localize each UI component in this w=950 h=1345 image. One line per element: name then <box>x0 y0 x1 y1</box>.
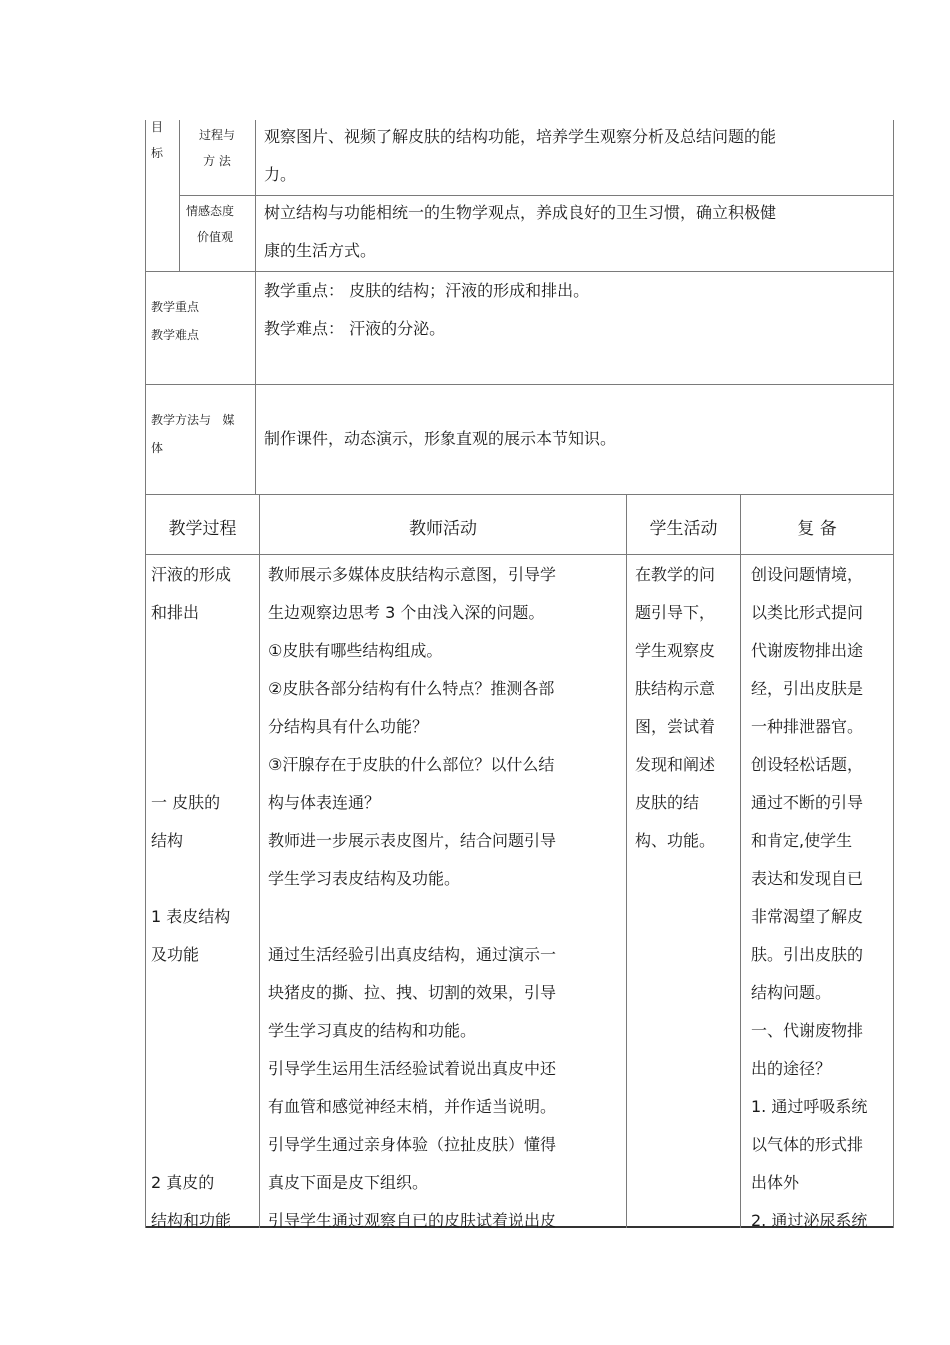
review-line: 以类比形式提问 <box>751 603 864 622</box>
teacher-activity-line: 有血管和感觉神经末梢，并作适当说明。 <box>268 1097 557 1116</box>
emotion-values-label-line-2: 价值观 <box>196 230 233 244</box>
process-line <box>151 860 231 898</box>
objectives-inner-divider <box>179 120 180 272</box>
process-method-text-line-2: 力。 <box>264 165 297 184</box>
process-line <box>151 746 231 784</box>
process-line <box>151 1012 231 1050</box>
student-activity-line: 在教学的问 <box>635 565 716 584</box>
process-table-left-border <box>145 494 146 1228</box>
key-points-label <box>151 293 199 349</box>
process-line <box>151 1050 231 1088</box>
methods-label-line-2: 体 <box>151 441 164 455</box>
process-line: 和排出 <box>151 603 200 622</box>
difficult-point-line: 教学难点： 汗液的分泌。 <box>264 319 446 338</box>
teacher-activity-line: 引导学生通过观察自已的皮肤试着说出皮 <box>268 1211 557 1230</box>
teacher-activity-line: 通过生活经验引出真皮结构，通过演示一 <box>268 945 557 964</box>
teacher-activity-line: 真皮下面是皮下组织。 <box>268 1173 429 1192</box>
upper-table-right-border <box>893 120 894 495</box>
student-activity-line: 图，尝试着 <box>635 717 716 736</box>
teacher-activity-line: 教师展示多媒体皮肤结构示意图，引导学 <box>268 565 557 584</box>
process-table-right-border <box>893 494 894 1228</box>
key-points-text <box>264 272 589 348</box>
key-points-label-line-1: 教学重点 <box>151 300 200 314</box>
methods-label-line-1: 教学方法与 媒 <box>151 413 235 427</box>
teacher-activity-line: 教师进一步展示表皮图片，结合问题引导 <box>268 831 557 850</box>
teacher-activity-line: ①皮肤有哪些结构组成。 <box>268 641 443 660</box>
process-line: 一 皮肤的 <box>151 793 221 812</box>
process-method-label-line-2: 方 法 <box>203 154 231 168</box>
label-column-divider <box>255 120 256 495</box>
process-method-text <box>264 118 776 194</box>
review-line: 和肯定,使学生 <box>751 831 853 850</box>
header-student-activity: 学生活动 <box>649 519 718 539</box>
row-divider-keypoints-methods <box>145 384 893 385</box>
process-line <box>151 974 231 1012</box>
process-method-label-line-1: 过程与 <box>198 128 235 142</box>
teacher-activity-line: 分结构具有什么功能？ <box>268 717 429 736</box>
methods-label <box>151 406 234 462</box>
process-col-divider-2 <box>626 494 627 1228</box>
review-line: 代谢废物排出途 <box>751 641 864 660</box>
review-line: 经，引出皮肤是 <box>751 679 864 698</box>
process-line: 1 表皮结构 <box>151 907 231 926</box>
teacher-activity-column <box>268 556 556 1240</box>
review-line: 肤。引出皮肤的 <box>751 945 864 964</box>
process-line <box>151 1126 231 1164</box>
methods-text: 制作课件，动态演示，形象直观的展示本节知识。 <box>264 429 617 448</box>
review-line: 出体外 <box>751 1173 800 1192</box>
process-line: 汗液的形成 <box>151 565 232 584</box>
teacher-activity-line <box>268 898 556 936</box>
student-activity-line: 学生观察皮 <box>635 641 716 660</box>
process-col-divider-3 <box>740 494 741 1228</box>
review-line: 一、代谢废物排 <box>751 1021 864 1040</box>
process-line <box>151 1088 231 1126</box>
student-activity-line: 肤结构示意 <box>635 679 716 698</box>
objectives-label-char-1: 目 <box>151 120 164 134</box>
review-line: 一种排泄器官。 <box>751 717 864 736</box>
process-line: 及功能 <box>151 945 200 964</box>
review-line: 1. 通过呼吸系统 <box>751 1097 868 1116</box>
process-line <box>151 708 231 746</box>
process-table-header-divider <box>145 554 893 555</box>
review-line: 非常渴望了解皮 <box>751 907 864 926</box>
student-activity-line: 构、功能。 <box>635 831 716 850</box>
teacher-activity-line: 学生学习真皮的结构和功能。 <box>268 1021 477 1040</box>
review-column <box>751 556 867 1240</box>
emotion-values-label <box>182 198 238 250</box>
upper-table-left-border <box>145 120 146 495</box>
emotion-values-label-line-1: 情感态度 <box>185 204 234 218</box>
teacher-activity-line: 生边观察边思考 3 个由浅入深的问题。 <box>268 603 545 622</box>
teacher-activity-line: ②皮肤各部分结构有什么特点？推测各部 <box>268 679 555 698</box>
review-line: 以气体的形式排 <box>751 1135 864 1154</box>
review-line: 表达和发现自已 <box>751 869 864 888</box>
process-method-label <box>182 122 252 174</box>
teacher-activity-line: 学生学习表皮结构及功能。 <box>268 869 461 888</box>
emotion-values-text-line-1: 树立结构与功能相统一的生物学观点，养成良好的卫生习惯，确立积极健 <box>264 203 777 222</box>
objectives-label <box>151 114 163 166</box>
process-line <box>151 632 231 670</box>
process-table-top-border <box>145 494 893 495</box>
teacher-activity-line: 块猪皮的撕、拉、拽、切割的效果，引导 <box>268 983 557 1002</box>
header-teaching-process: 教学过程 <box>168 519 237 539</box>
teacher-activity-line: 引导学生通过亲身体验（拉扯皮肤）懂得 <box>268 1135 557 1154</box>
process-line <box>151 670 231 708</box>
teacher-activity-line: 构与体表连通？ <box>268 793 381 812</box>
objectives-label-char-2: 标 <box>151 146 164 160</box>
emotion-values-text-line-2: 康的生活方式。 <box>264 241 377 260</box>
emotion-values-text <box>264 194 776 270</box>
review-line: 出的途径？ <box>751 1059 832 1078</box>
key-point-line: 教学重点： 皮肤的结构；汗液的形成和排出。 <box>264 281 590 300</box>
process-col-divider-1 <box>259 494 260 1228</box>
teacher-activity-line: 引导学生运用生活经验试着说出真皮中还 <box>268 1059 557 1078</box>
student-activity-line: 题引导下， <box>635 603 716 622</box>
teacher-activity-line: ③汗腺存在于皮肤的什么部位？以什么结 <box>268 755 555 774</box>
process-column <box>151 556 231 1240</box>
header-review: 复 备 <box>797 519 837 539</box>
student-activity-line: 发现和阐述 <box>635 755 716 774</box>
student-activity-column <box>635 556 715 860</box>
process-line: 2 真皮的 <box>151 1173 215 1192</box>
review-line: 2. 通过泌尿系统 <box>751 1211 868 1230</box>
key-points-label-line-2: 教学难点 <box>151 328 200 342</box>
student-activity-line: 皮肤的结 <box>635 793 700 812</box>
process-line: 结构 <box>151 831 184 850</box>
review-line: 结构问题。 <box>751 983 832 1002</box>
process-line: 结构和功能 <box>151 1211 232 1230</box>
review-line: 创设问题情境， <box>751 565 864 584</box>
review-line: 通过不断的引导 <box>751 793 864 812</box>
process-method-text-line-1: 观察图片、视频了解皮肤的结构功能，培养学生观察分析及总结问题的能 <box>264 127 777 146</box>
header-teacher-activity: 教师活动 <box>409 519 477 539</box>
review-line: 创设轻松话题， <box>751 755 864 774</box>
